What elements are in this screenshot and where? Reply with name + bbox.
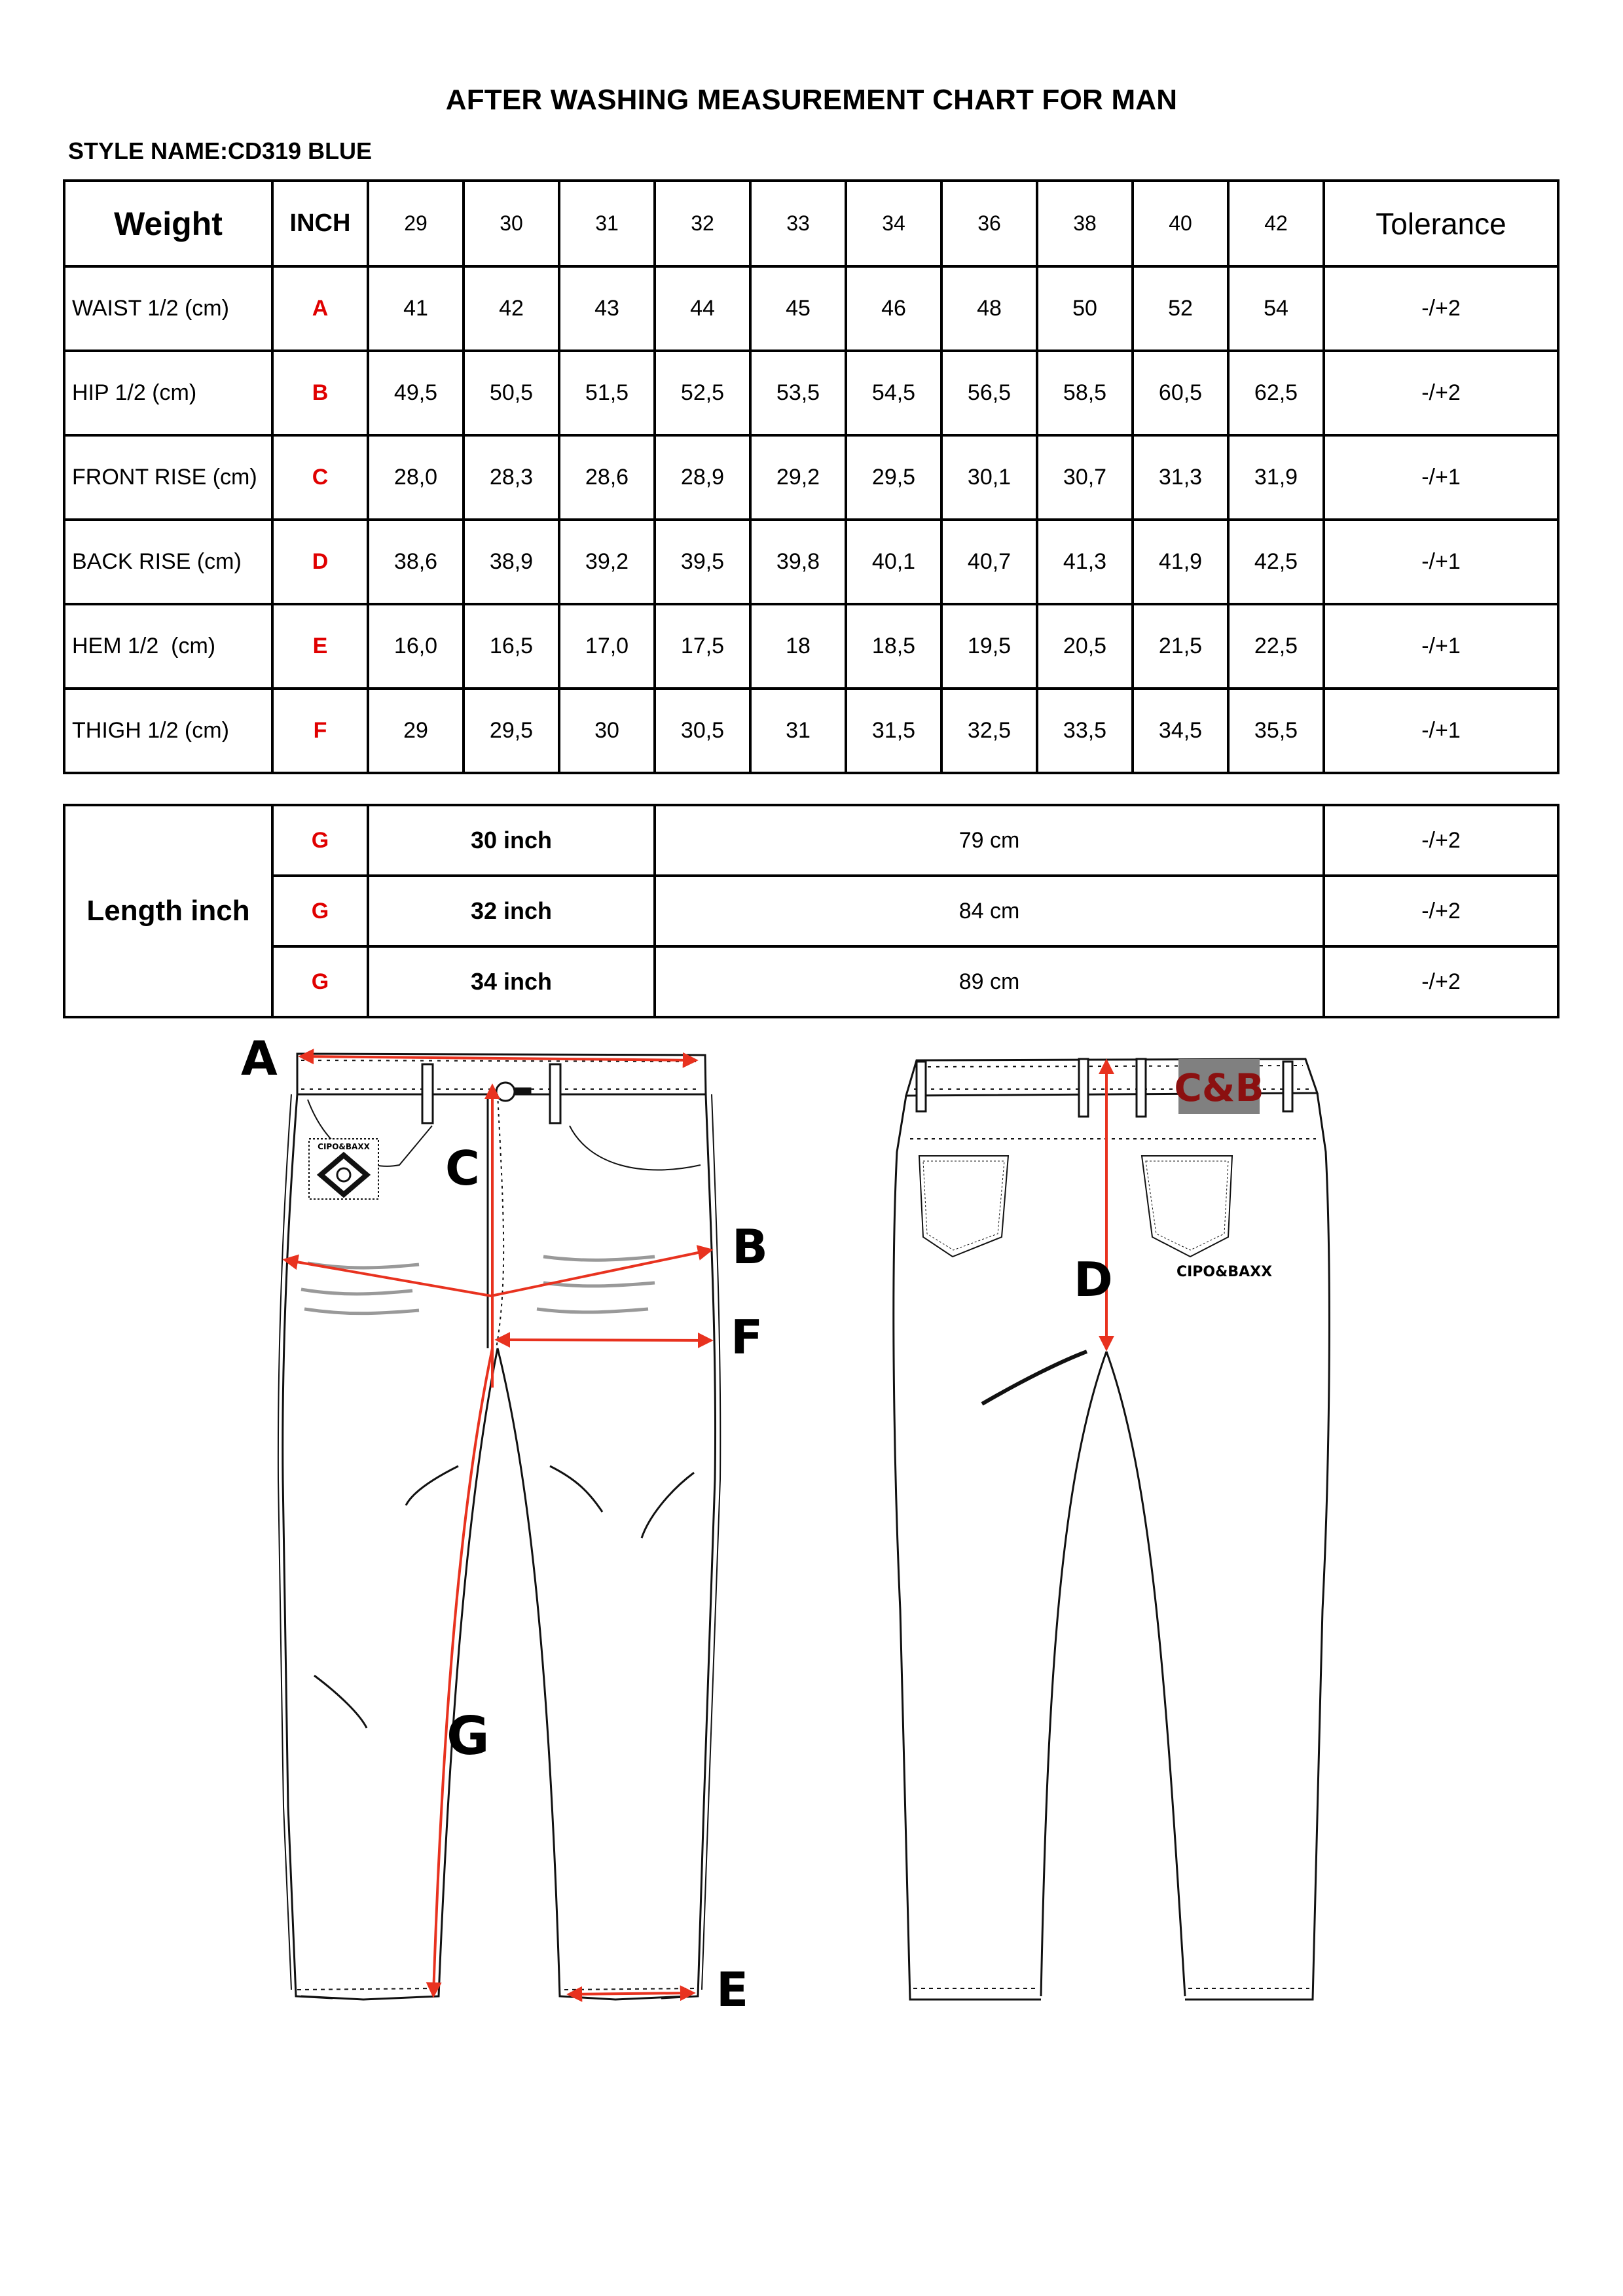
tolerance-value: -/+1 xyxy=(1324,520,1558,604)
length-row xyxy=(64,805,1558,876)
tolerance-value: -/+1 xyxy=(1324,604,1558,689)
cell-value: 38,9 xyxy=(464,520,559,604)
header-tolerance: Tolerance xyxy=(1324,181,1558,266)
measure-line-e xyxy=(570,1993,693,1994)
cell-value: 51,5 xyxy=(559,351,655,435)
cell-value: 39,5 xyxy=(655,520,750,604)
cell-value: 32,5 xyxy=(941,689,1037,773)
length-tolerance: -/+2 xyxy=(1324,805,1558,876)
length-cm: 89 cm xyxy=(655,946,1324,1017)
cell-value: 52,5 xyxy=(655,351,750,435)
table-row-waist xyxy=(64,266,1558,351)
cell-value: 31 xyxy=(750,689,846,773)
header-size: 29 xyxy=(368,181,464,266)
length-cm: 79 cm xyxy=(655,805,1324,876)
length-tolerance: -/+2 xyxy=(1324,876,1558,946)
cell-value: 42 xyxy=(464,266,559,351)
back-patch-text: C&B xyxy=(1174,1066,1264,1110)
cell-value: 28,3 xyxy=(464,435,559,520)
cell-value: 54 xyxy=(1228,266,1324,351)
length-label: Length inch xyxy=(64,805,272,1017)
length-tolerance: -/+2 xyxy=(1324,946,1558,1017)
header-size: 30 xyxy=(464,181,559,266)
cell-value: 28,0 xyxy=(368,435,464,520)
cell-value: 53,5 xyxy=(750,351,846,435)
cell-value: 31,5 xyxy=(846,689,941,773)
cell-value: 17,5 xyxy=(655,604,750,689)
cell-value: 48 xyxy=(941,266,1037,351)
cell-value: 31,3 xyxy=(1133,435,1228,520)
front-brand-patch xyxy=(309,1139,378,1199)
cell-value: 41 xyxy=(368,266,464,351)
measurement-label: FRONT RISE (cm) xyxy=(64,435,272,520)
cell-value: 50,5 xyxy=(464,351,559,435)
cell-value: 19,5 xyxy=(941,604,1037,689)
cell-value: 29 xyxy=(368,689,464,773)
cell-value: 22,5 xyxy=(1228,604,1324,689)
cell-value: 20,5 xyxy=(1037,604,1133,689)
cell-value: 42,5 xyxy=(1228,520,1324,604)
label-f: F xyxy=(731,1310,763,1365)
measurement-table xyxy=(63,179,1559,774)
header-weight: Weight xyxy=(64,181,272,266)
label-d: D xyxy=(1074,1252,1113,1307)
measurement-code: D xyxy=(272,520,368,604)
back-brand-patch xyxy=(1174,1059,1264,1114)
cell-value: 46 xyxy=(846,266,941,351)
measurement-label: THIGH 1/2 (cm) xyxy=(64,689,272,773)
length-row xyxy=(64,946,1558,1017)
cell-value: 62,5 xyxy=(1228,351,1324,435)
cell-value: 52 xyxy=(1133,266,1228,351)
cell-value: 29,5 xyxy=(464,689,559,773)
tolerance-value: -/+2 xyxy=(1324,351,1558,435)
cell-value: 39,8 xyxy=(750,520,846,604)
length-code: G xyxy=(272,876,368,946)
length-inch: 32 inch xyxy=(368,876,655,946)
cell-value: 31,9 xyxy=(1228,435,1324,520)
measurement-label: HEM 1/2 (cm) xyxy=(64,604,272,689)
cell-value: 29,5 xyxy=(846,435,941,520)
measurement-label: BACK RISE (cm) xyxy=(64,520,272,604)
cell-value: 43 xyxy=(559,266,655,351)
pants-illustration xyxy=(0,1021,1623,2068)
length-row xyxy=(64,876,1558,946)
header-size: 38 xyxy=(1037,181,1133,266)
cell-value: 45 xyxy=(750,266,846,351)
length-cm: 84 cm xyxy=(655,876,1324,946)
cell-value: 44 xyxy=(655,266,750,351)
cell-value: 39,2 xyxy=(559,520,655,604)
header-size: 33 xyxy=(750,181,846,266)
cell-value: 30 xyxy=(559,689,655,773)
header-size: 32 xyxy=(655,181,750,266)
length-table xyxy=(63,804,1559,1018)
chart-title: AFTER WASHING MEASUREMENT CHART FOR MAN xyxy=(445,84,1178,116)
cell-value: 38,6 xyxy=(368,520,464,604)
front-patch-text: CIPO&BAXX xyxy=(318,1142,370,1151)
cell-value: 28,9 xyxy=(655,435,750,520)
cell-value: 35,5 xyxy=(1228,689,1324,773)
cell-value: 34,5 xyxy=(1133,689,1228,773)
table-row-hip xyxy=(64,351,1558,435)
cell-value: 41,9 xyxy=(1133,520,1228,604)
cell-value: 18,5 xyxy=(846,604,941,689)
cell-value: 49,5 xyxy=(368,351,464,435)
cell-value: 29,2 xyxy=(750,435,846,520)
cell-value: 16,5 xyxy=(464,604,559,689)
table-row-thigh xyxy=(64,689,1558,773)
label-g: G xyxy=(447,1706,490,1767)
cell-value: 40,1 xyxy=(846,520,941,604)
header-size: 34 xyxy=(846,181,941,266)
header-size: 40 xyxy=(1133,181,1228,266)
table-row-front-rise xyxy=(64,435,1558,520)
cell-value: 41,3 xyxy=(1037,520,1133,604)
back-view-pants xyxy=(894,1059,1330,2000)
cell-value: 58,5 xyxy=(1037,351,1133,435)
length-code: G xyxy=(272,805,368,876)
table-row-hem xyxy=(64,604,1558,689)
cell-value: 60,5 xyxy=(1133,351,1228,435)
length-code: G xyxy=(272,946,368,1017)
header-size: 36 xyxy=(941,181,1037,266)
length-inch: 34 inch xyxy=(368,946,655,1017)
cell-value: 18 xyxy=(750,604,846,689)
header-inch: INCH xyxy=(272,181,368,266)
table-header-row xyxy=(64,181,1558,266)
header-size: 42 xyxy=(1228,181,1324,266)
cell-value: 28,6 xyxy=(559,435,655,520)
tolerance-value: -/+2 xyxy=(1324,266,1558,351)
measurement-code: B xyxy=(272,351,368,435)
measurement-code: C xyxy=(272,435,368,520)
measurement-code: F xyxy=(272,689,368,773)
style-name: STYLE NAME:CD319 BLUE xyxy=(68,137,373,164)
measurement-label: HIP 1/2 (cm) xyxy=(64,351,272,435)
header-size: 31 xyxy=(559,181,655,266)
cell-value: 17,0 xyxy=(559,604,655,689)
tolerance-value: -/+1 xyxy=(1324,435,1558,520)
cell-value: 54,5 xyxy=(846,351,941,435)
cell-value: 30,5 xyxy=(655,689,750,773)
label-e: E xyxy=(716,1962,749,2017)
back-pocket-text: CIPO&BAXX xyxy=(1176,1264,1273,1280)
cell-value: 30,7 xyxy=(1037,435,1133,520)
length-inch: 30 inch xyxy=(368,805,655,876)
measurement-code: E xyxy=(272,604,368,689)
cell-value: 16,0 xyxy=(368,604,464,689)
cell-value: 40,7 xyxy=(941,520,1037,604)
measurement-code: A xyxy=(272,266,368,351)
label-b: B xyxy=(732,1219,768,1274)
measurement-label: WAIST 1/2 (cm) xyxy=(64,266,272,351)
label-c: C xyxy=(445,1141,480,1196)
cell-value: 33,5 xyxy=(1037,689,1133,773)
table-row-back-rise xyxy=(64,520,1558,604)
label-a: A xyxy=(241,1031,278,1086)
tolerance-value: -/+1 xyxy=(1324,689,1558,773)
cell-value: 21,5 xyxy=(1133,604,1228,689)
cell-value: 50 xyxy=(1037,266,1133,351)
cell-value: 30,1 xyxy=(941,435,1037,520)
cell-value: 56,5 xyxy=(941,351,1037,435)
